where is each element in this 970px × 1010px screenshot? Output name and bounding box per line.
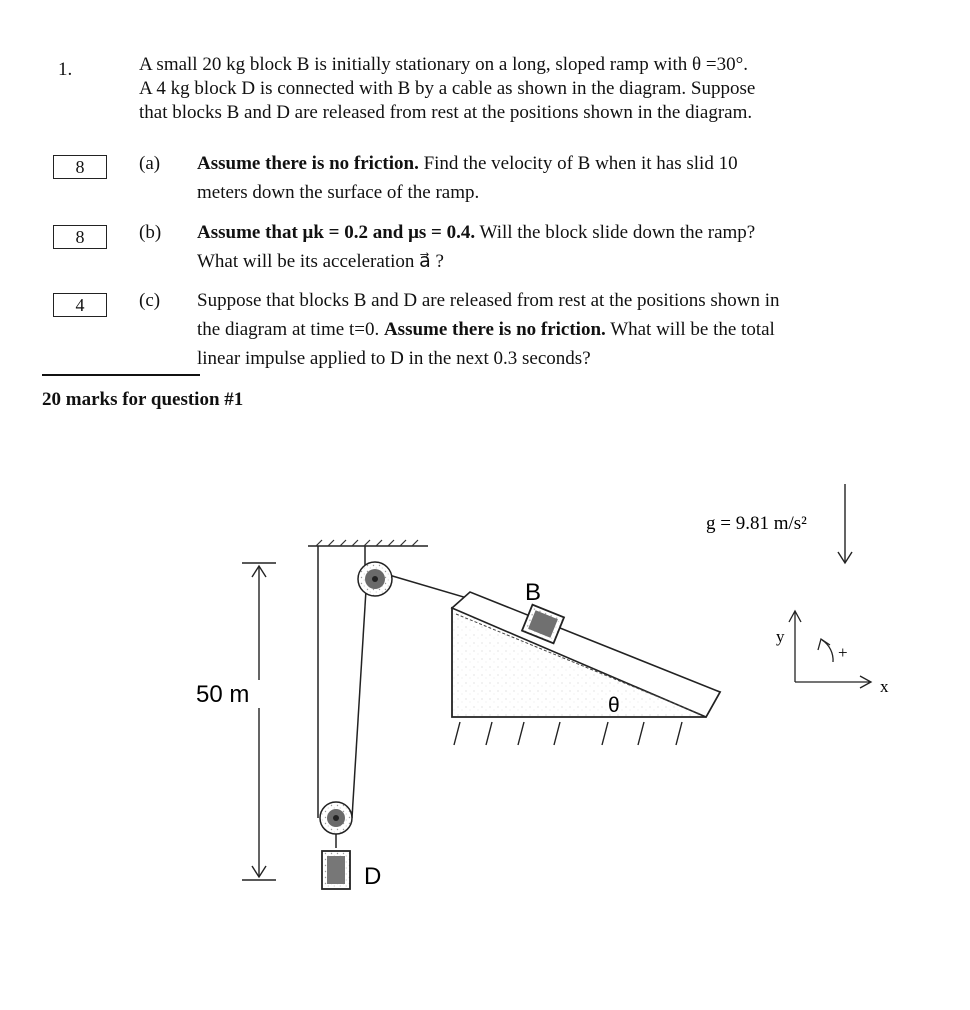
part-a-line2: meters down the surface of the ramp. [197, 182, 480, 203]
part-c-line3: linear impulse applied to D in the next 0.3 seconds? [197, 348, 591, 369]
part-b-line2: What will be its acceleration a⃗ ? [197, 251, 444, 272]
marks-box-c: 4 [53, 293, 107, 317]
intro-line: that blocks B and D are released from rest at the positions shown in the diagram. [139, 102, 753, 123]
part-b-bold-lead: Assume that μk = 0.2 and μs = 0.4. [197, 222, 476, 243]
gravity-arrow [838, 484, 852, 563]
ceiling-support [308, 540, 428, 546]
part-label-b: (b) [139, 222, 162, 243]
part-label-a: (a) [139, 153, 161, 174]
part-label-c: (c) [139, 290, 161, 311]
angle-label: θ [608, 694, 620, 717]
part-c-line2-post: What will be the total [605, 319, 775, 340]
block-d [322, 851, 350, 889]
ramp [452, 592, 720, 745]
block-b-label: B [525, 579, 542, 606]
axis-y-label: y [776, 627, 785, 646]
total-marks: 20 marks for question #1 [42, 389, 244, 410]
part-a-bold-lead: Assume there is no friction. [197, 153, 419, 174]
part-c-line2-bold: Assume there is no friction. [383, 319, 606, 340]
rotation-sign: + [838, 643, 848, 662]
intro-line: A 4 kg block D is connected with B by a cable as shown in the diagram. Suppose [139, 78, 756, 99]
part-a-line1: Find the velocity of B when it has slid 10 [418, 153, 738, 174]
question-number: 1. [58, 59, 73, 80]
marks-box-a: 8 [53, 155, 107, 179]
intro-line: A small 20 kg block B is initially stationary on a long, sloped ramp with θ =30°. [139, 54, 748, 75]
height-label: 50 m [196, 681, 250, 708]
part-b-line1: Will the block slide down the ramp? [475, 222, 756, 243]
axis-x-label: x [880, 677, 889, 696]
part-c-line1: Suppose that blocks B and D are released from rest at the positions shown in [197, 290, 780, 311]
marks-box-b: 8 [53, 225, 107, 249]
bottom-pulley [320, 802, 352, 834]
block-d-label: D [364, 863, 382, 890]
height-dimension [242, 563, 276, 880]
coordinate-axes [789, 611, 871, 688]
gravity-label: g = 9.81 m/s² [706, 513, 807, 534]
part-c-line2-pre: the diagram at time t=0. [197, 319, 384, 340]
top-pulley [358, 562, 392, 596]
